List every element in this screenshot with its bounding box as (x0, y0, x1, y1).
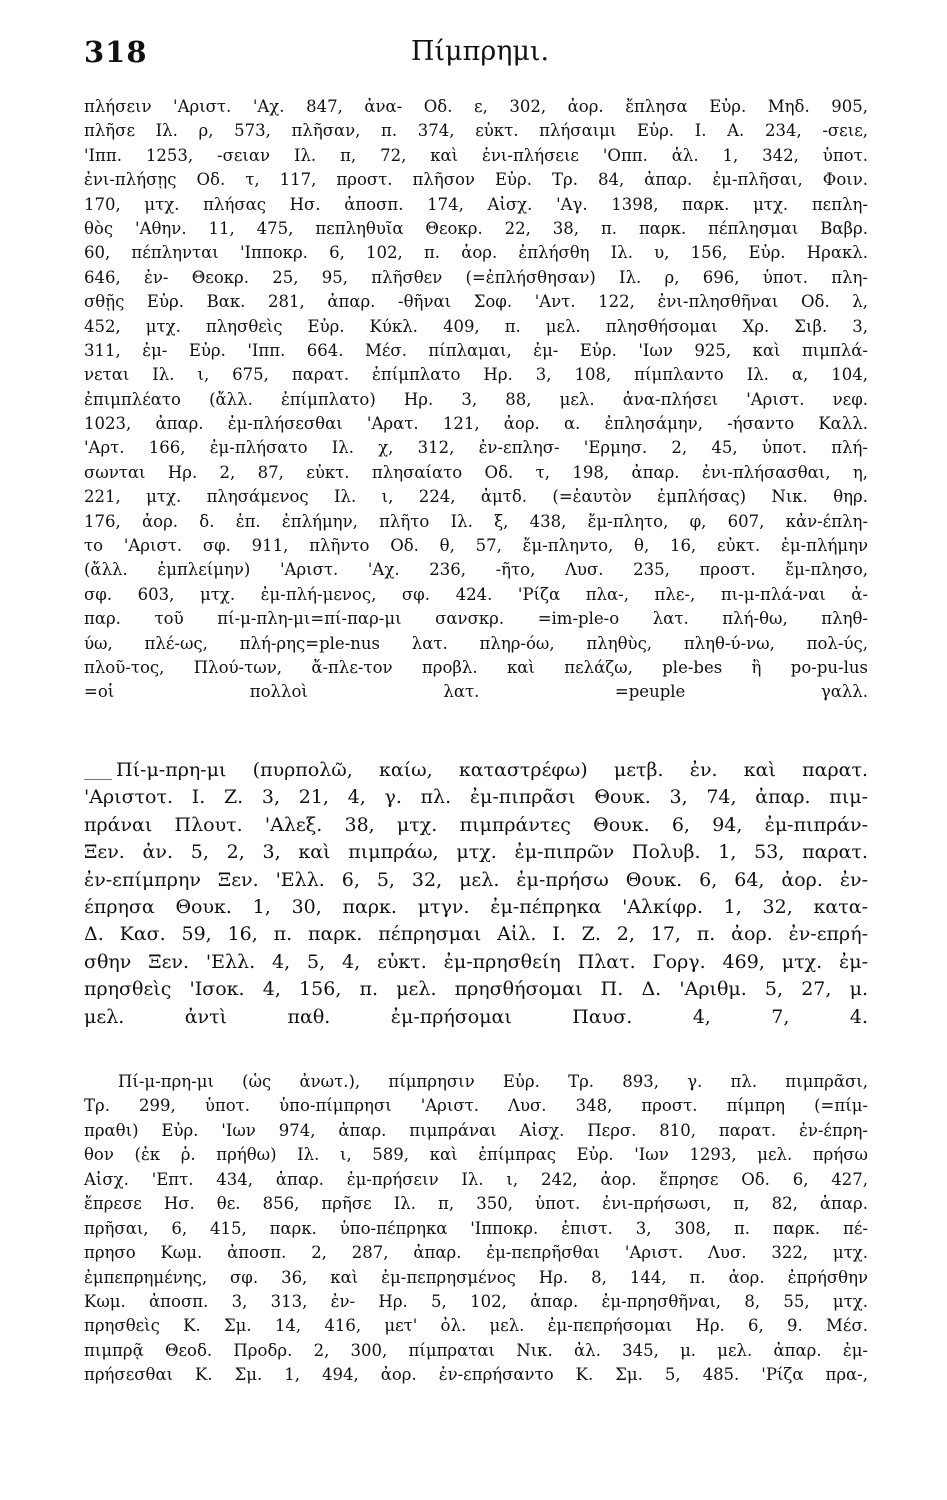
page-number: 318 (84, 35, 148, 69)
text-line: σθῇς Εὐρ. Βακ. 281, ἀπαρ. -θῆναι Σοφ. 'Αντ. 122, ἐνι-πλησθῆναι Οδ. λ, (84, 292, 868, 312)
text-line: σθην Ξεν. 'Ελλ. 4, 5, 4, εὐκτ. ἐμ-πρησθείη Πλατ. Γοργ. 469, μτχ. ἐμ- (84, 950, 868, 973)
text-line: 'Ιππ. 1253, -σειαν Ιλ. π, 72, καὶ ἐνι-πλήσειε 'Οππ. ἁλ. 1, 342, ὑποτ. (84, 145, 868, 165)
text-line: νεται Ιλ. ι, 675, παρατ. ἐπίμπλατο Ηρ. 3, 108, πίμπλαντο Ιλ. α, 104, (84, 365, 868, 385)
text-line: 176, ἀορ. δ. ἐπ. ἐπλήμην, πλῆτο Ιλ. ξ, 438, ἔμ-πλητο, φ, 607, κἀν-έπλη- (84, 511, 868, 531)
text-line: 311, ἐμ- Εὐρ. 'Ιππ. 664. Μέσ. πίπλαμαι, ἐμ- Εὐρ. 'Ιων 925, καὶ πιμπλά- (84, 340, 868, 360)
text-line: πράναι Πλουτ. 'Αλεξ. 38, μτχ. πιμπράντες Θουκ. 6, 94, ἐμ-πιπράν- (84, 813, 868, 836)
text-line: θον (ἐκ ῥ. πρήθω) Ιλ. ι, 589, καὶ ἐπίμπρας Εὐρ. 'Ιων 1293, μελ. πρήσω (84, 1145, 868, 1165)
entry-headline: Πί-μ-πρη-μι (ὡς ἀνωτ.), πίμπρησιν Εὐρ. Τρ. 893, γ. πλ. πιμπρᾶσι, (118, 1072, 868, 1091)
entry-pimprimi (84, 757, 868, 1031)
text-line: πρησο Κωμ. ἀποσπ. 2, 287, ἀπαρ. ἐμ-πεπρῆσθαι 'Αριστ. Λυσ. 322, μτχ. (84, 1243, 868, 1263)
entry-continuation (84, 95, 868, 705)
text-line: θὸς 'Αθην. 11, 475, πεπληθυῖα Θεοκρ. 22, 38, π. παρκ. πέπλησμαι Βαβρ. (84, 218, 868, 238)
text-line: πλήσειν 'Αριστ. 'Αχ. 847, ἀνα- Οδ. ε, 302, ἀορ. ἔπλησα Εὐρ. Μηδ. 905, (84, 97, 868, 116)
text-line: Κωμ. ἀποσπ. 3, 313, ἐν- Ηρ. 5, 102, ἀπαρ. ἐμ-πρησθῆναι, 8, 55, μτχ. (84, 1291, 868, 1311)
text-line: ἐν-επίμπρην Ξεν. 'Ελλ. 6, 5, 32, μελ. ἐμ-πρήσω Θουκ. 6, 64, ἀορ. ἐν- (84, 868, 868, 891)
text-line: πρήσεσθαι Κ. Σμ. 1, 494, ἀορ. ἐν-επρήσαντο Κ. Σμ. 5, 485. 'Ρίζα πρα-, (84, 1365, 868, 1385)
text-line: 452, μτχ. πλησθεὶς Εὐρ. Κύκλ. 409, π. μελ. πλησθήσομαι Χρ. Σιβ. 3, (84, 316, 868, 336)
text-line: το 'Αριστ. σφ. 911, πλῆντο Οδ. θ, 57, ἔμ-πληντο, θ, 16, εὐκτ. ἐμ-πλήμην (84, 536, 868, 556)
text-line: πιμπρᾷ Θεοδ. Προδρ. 2, 300, πίμπραται Νικ. ἀλ. 345, μ. μελ. ἀπαρ. ἐμ- (84, 1340, 868, 1360)
text-line: πραθι) Εὐρ. 'Ιων 974, ἀπαρ. πιμπράναι Αἰσχ. Περσ. 810, παρατ. ἐν-έπρη- (84, 1120, 868, 1140)
text-line: 170, μτχ. πλήσας Ησ. ἀποσπ. 174, Αἰσχ. 'Αγ. 1398, παρκ. μτχ. πεπλη- (84, 194, 868, 214)
text-line: (ἄλλ. ἐμπλείμην) 'Αριστ. 'Αχ. 236, -ῆτο, Λυσ. 235, προστ. ἔμ-πλησο, (84, 560, 868, 580)
running-head: Πίμπρημι. (410, 36, 550, 67)
text-line: πλῆσε Ιλ. ρ, 573, πλῆσαν, π. 374, εὐκτ. πλήσαιμι Εὐρ. Ι. Α. 234, -σειε, (84, 121, 868, 141)
text-line: Ξεν. ἀν. 5, 2, 3, καὶ πιμπράω, μτχ. ἐμ-πιπρῶν Πολυβ. 1, 53, παρατ. (84, 841, 868, 864)
text-line: ἐνι-πλήσῃς Οδ. τ, 117, προστ. πλῆσον Εὐρ. Τρ. 84, ἀπαρ. ἐμ-πλῆσαι, Φοιν. (84, 170, 868, 190)
text-line: πλοῦ-τος, Πλού-των, ἄ-πλε-τον προβλ. καὶ πελάζω, ple-bes ἢ po-pu-lus (84, 657, 868, 677)
entry-pimpremi-sub (84, 1070, 868, 1388)
text-line: παρ. τοῦ πί-μ-πλη-μι=πί-παρ-μι σανσκρ. =im-ple-o λατ. πλή-θω, πληθ- (84, 609, 868, 629)
text-line: πρησθεὶς 'Ισοκ. 4, 156, π. μελ. πρησθήσομαι Π. Δ. 'Αριθμ. 5, 27, μ. (84, 978, 868, 1001)
text-line: ύω, πλέ-ως, πλή-ρης=ple-nus λατ. πληρ-όω, πληθὺς, πληθ-ύ-νω, πολ-ύς, (84, 633, 868, 653)
text-line: ἐμπεπρημένης, σφ. 36, καὶ ἐμ-πεπρησμένος Ηρ. 8, 144, π. ἀορ. ἐπρήσθην (84, 1267, 868, 1287)
text-line: έπρησα Θουκ. 1, 30, παρκ. μτγν. ἐμ-πέπρηκα 'Αλκίφρ. 1, 32, κατα- (84, 895, 868, 918)
text-line: Δ. Κασ. 59, 16, π. παρκ. πέπρησμαι Αἰλ. Ι. Ζ. 2, 17, π. ἀορ. ἐν-επρή- (84, 923, 868, 946)
text-line: σφ. 603, μτχ. ἐμ-πλή-μενος, σφ. 424. 'Ρίζα πλα-, πλε-, πι-μ-πλά-ναι ἀ- (84, 584, 868, 604)
text-line: 646, ἐν- Θεοκρ. 25, 95, πλῆσθεν (=ἐπλήσθησαν) Ιλ. ρ, 696, ὑποτ. πλη- (84, 267, 868, 287)
text-line: 'Αριστοτ. Ι. Ζ. 3, 21, 4, γ. πλ. ἐμ-πιπρᾶσι Θουκ. 3, 74, ἀπαρ. πιμ- (84, 786, 868, 809)
text-line: 221, μτχ. πλησάμενος Ιλ. ι, 224, ἀμτδ. (=ἑαυτὸν ἐμπλήσας) Νικ. θηρ. (84, 487, 868, 507)
text-line: 60, πέπληνται 'Ιπποκρ. 6, 102, π. ἀορ. ἐπλήσθη Ιλ. υ, 156, Εὐρ. Ηρακλ. (84, 243, 868, 263)
text-line: Αἰσχ. 'Επτ. 434, ἀπαρ. ἐμ-πρήσειν Ιλ. ι, 242, ἀορ. ἔπρησε Οδ. 6, 427, (84, 1169, 868, 1189)
text-line: μελ. ἀντὶ παθ. ἐμ-πρήσομαι Παυσ. 4, 7, 4. (84, 1005, 868, 1028)
text-line: πρῆσαι, 6, 415, παρκ. ὑπο-πέπρηκα 'Ιπποκρ. ἐπιστ. 3, 308, π. παρκ. πέ- (84, 1218, 868, 1238)
text-line: ἐπιμπλέατο (ἄλλ. ἐπίμπλατο) Ηρ. 3, 88, μελ. ἀνα-πλήσει 'Αριστ. νεφ. (84, 389, 868, 409)
text-line: 1023, ἀπαρ. ἐμ-πλήσεσθαι 'Αρατ. 121, ἀορ. α. ἐπλησάμην, -ήσαντο Καλλ. (84, 414, 868, 434)
text-line: 'Αρτ. 166, ἐμ-πλήσατο Ιλ. χ, 312, ἐν-επλησ- 'Ερμησ. 2, 45, ὑποτ. πλή- (84, 438, 868, 458)
entry-headline: Πί-μ-πρη-μι (πυρπολῶ, καίω, καταστρέφω) μετβ. ἐν. καὶ παρατ. (116, 759, 868, 781)
text-line: ἔπρεσε Ησ. θε. 856, πρῆσε Ιλ. π, 350, ὑποτ. ἐνι-πρήσωσι, π, 82, ἀπαρ. (84, 1194, 868, 1214)
text-line: σωνται Ηρ. 2, 87, εὐκτ. πλησαίατο Οδ. τ, 198, ἀπαρ. ἐνι-πλήσασθαι, η, (84, 462, 868, 482)
text-line: Τρ. 299, ὑποτ. ὑπο-πίμπρησι 'Αριστ. Λυσ. 348, προστ. πίμπρη (=πίμ- (84, 1096, 868, 1116)
text-line: πρησθεὶς Κ. Σμ. 14, 416, μετ' ὀλ. μελ. ἐμ-πεπρήσομαι Ηρ. 6, 9. Μέσ. (84, 1316, 868, 1336)
text-line: =οἱ πολλοὶ λατ. =peuple γαλλ. (84, 682, 868, 702)
